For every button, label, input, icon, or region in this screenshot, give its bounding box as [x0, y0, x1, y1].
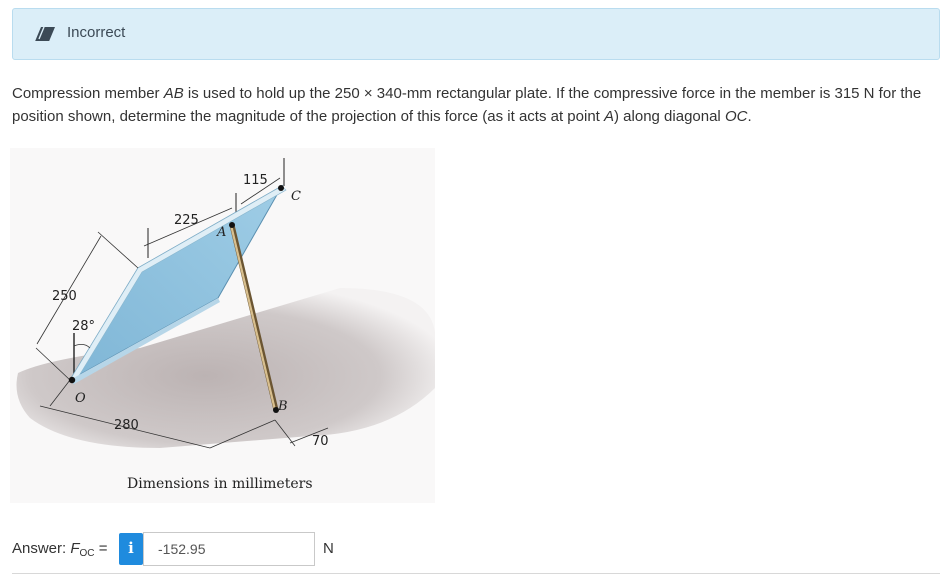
problem-figure [10, 148, 435, 503]
point-o-dot [69, 377, 75, 383]
question-part: . [747, 108, 752, 125]
bottom-divider [12, 573, 940, 574]
dim-label-115: 115 [243, 173, 268, 188]
figure-caption: Dimensions in millimeters [127, 476, 313, 492]
diagonal-oc-label: OC [724, 108, 748, 125]
answer-input[interactable] [143, 532, 315, 566]
answer-subscript: OC [79, 548, 95, 559]
question-part: Compression member [12, 85, 164, 102]
point-c-label: C [291, 189, 301, 204]
feedback-banner [12, 8, 940, 60]
point-c-dot [278, 185, 284, 191]
answer-variable: F [70, 540, 80, 557]
dim-label-70: 70 [312, 434, 329, 449]
dim-label-250: 250 [52, 289, 77, 304]
point-a-label: A [217, 225, 227, 240]
feedback-status: Incorrect [67, 24, 126, 41]
question-part: is used to hold up the 250 × 340-mm rectangular plate. If the compressive force in the member is 315 N for the position shown, determine the magnitude of the projection of this force (as it acts at point [12, 85, 922, 125]
point-o-label: O [75, 391, 86, 406]
question-part: ) along diagonal [614, 108, 725, 125]
answer-equals: = [94, 540, 108, 557]
member-ab-label: AB [163, 85, 184, 102]
answer-label [12, 540, 107, 559]
question-text [12, 82, 937, 128]
info-button[interactable]: i [119, 533, 143, 565]
eraser-icon [33, 25, 59, 43]
point-b-label: B [278, 399, 288, 414]
answer-prefix: Answer: [12, 540, 71, 557]
dim-label-225: 225 [174, 213, 199, 228]
answer-row [12, 532, 352, 566]
point-a-label: A [604, 108, 615, 125]
point-a-dot [229, 222, 235, 228]
angle-label: 28° [72, 319, 96, 334]
answer-unit: N [323, 540, 334, 557]
dim-label-280: 280 [114, 418, 139, 433]
